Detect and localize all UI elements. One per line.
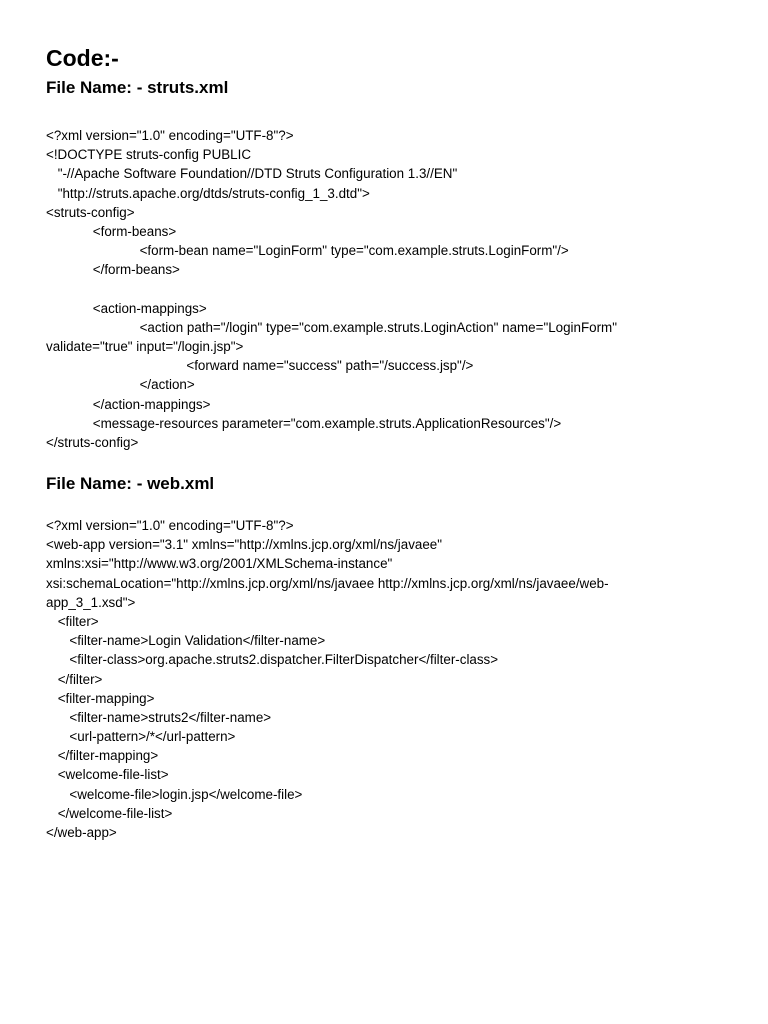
code-line: </web-app> [46, 825, 117, 840]
code-line: <?xml version="1.0" encoding="UTF-8"?> [46, 518, 294, 533]
code-line: <welcome-file-list> [57, 767, 169, 783]
code-line: xsi:schemaLocation="http://xmlns.jcp.org/xml/ns/javaee http://xmlns.jcp.org/xml/ns/javaee/web- [46, 575, 609, 591]
code-line [46, 280, 746, 299]
code-line: </action-mappings> [92, 396, 211, 412]
code-line: </filter> [57, 671, 103, 687]
code-line: </form-beans> [92, 262, 180, 278]
code-line: <struts-config> [46, 204, 135, 220]
code-line: <form-beans> [92, 223, 177, 239]
code-line: <form-bean name="LoginForm" type="com.example.struts.LoginForm"/> [139, 243, 569, 259]
code-block-web-xml [46, 516, 746, 842]
code-line: </filter-mapping> [57, 748, 159, 764]
code-line: </struts-config> [46, 435, 139, 450]
code-line: <welcome-file>login.jsp</welcome-file> [69, 786, 303, 802]
code-line: <url-pattern>/*</url-pattern> [69, 729, 236, 745]
code-line: "-//Apache Software Foundation//DTD Struts Configuration 1.3//EN" [57, 166, 458, 182]
code-line: <action path="/login" type="com.example.struts.LoginAction" name="LoginForm" [139, 319, 617, 335]
code-line: <action-mappings> [92, 300, 207, 316]
code-line: app_3_1.xsd"> [46, 594, 136, 610]
section-heading-web-xml: File Name: - web.xml [46, 474, 215, 493]
code-line: <web-app version="3.1" xmlns="http://xmlns.jcp.org/xml/ns/javaee" [46, 537, 442, 553]
code-line: "http://struts.apache.org/dtds/struts-config_1_3.dtd"> [57, 185, 370, 201]
code-line: <filter-name>struts2</filter-name> [69, 709, 272, 725]
code-line: </action> [139, 377, 195, 393]
code-line: <filter-name>Login Validation</filter-name> [69, 633, 326, 649]
code-line: <?xml version="1.0" encoding="UTF-8"?> [46, 128, 294, 143]
code-line: <message-resources parameter="com.example.struts.ApplicationResources"/> [92, 415, 562, 431]
section-heading-struts-xml: File Name: - struts.xml [46, 78, 229, 97]
code-line: <filter-mapping> [57, 690, 155, 706]
code-block-struts-xml [46, 126, 746, 452]
code-line: </welcome-file-list> [57, 805, 173, 821]
page-title: Code:- [46, 45, 119, 71]
code-line: validate="true" input="/login.jsp"> [46, 339, 244, 355]
code-line: <forward name="success" path="/success.jsp"/> [186, 358, 474, 374]
code-line: <filter-class>org.apache.struts2.dispatcher.FilterDispatcher</filter-class> [69, 652, 499, 668]
code-line: <!DOCTYPE struts-config PUBLIC [46, 147, 252, 163]
code-line: <filter> [57, 613, 99, 629]
code-line: xmlns:xsi="http://www.w3.org/2001/XMLSchema-instance" [46, 556, 393, 572]
